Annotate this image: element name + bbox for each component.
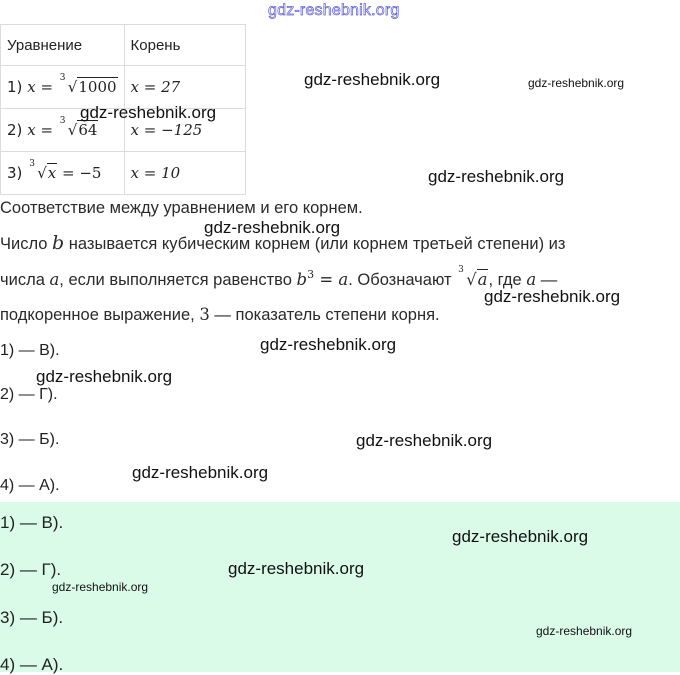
variable: x (27, 78, 36, 96)
cube-root-a: 3 √a (458, 265, 488, 289)
final-answer-item: 1) — В). (0, 513, 64, 532)
root-index: 3 (458, 265, 464, 275)
math-b: b (52, 232, 65, 254)
header-equation: Уравнение (1, 25, 125, 66)
header-watermark: gdz-reshebnik.org (268, 2, 400, 19)
equation-rhs: = −5 (62, 164, 102, 182)
equals: = (40, 78, 54, 96)
math-b-cubed: b (296, 270, 308, 289)
row-number: 1) (7, 78, 23, 96)
answer-item: 2) — Г). (0, 386, 58, 403)
definition-line-1: Число b называется кубическим корнем (или корнем третьей степени) из (0, 232, 566, 254)
definition-line-3: подкоренное выражение, 3 — показатель степени корня. (0, 305, 440, 324)
watermark: gdz-reshebnik.org (356, 431, 493, 450)
watermark: gdz-reshebnik.org (528, 76, 625, 90)
radicand: a (477, 270, 488, 289)
math-three: 3 (199, 305, 210, 324)
watermark: gdz-reshebnik.org (204, 218, 341, 237)
root-cell: x = 27 (124, 66, 245, 109)
watermark: gdz-reshebnik.org (452, 527, 589, 546)
answer-item: 4) — А). (0, 477, 60, 494)
answer-item: 3) — Б). (0, 431, 60, 448)
table-row (1, 152, 246, 195)
watermark: gdz-reshebnik.org (228, 559, 365, 578)
watermark: gdz-reshebnik.org (304, 70, 441, 89)
exponent: 3 (307, 268, 315, 281)
equation-cell (1, 152, 125, 195)
watermark: gdz-reshebnik.org (132, 463, 269, 482)
watermark: gdz-reshebnik.org (36, 367, 173, 386)
row-number: 3) (7, 164, 23, 182)
radicand: x (47, 164, 57, 182)
root-index: 3 (59, 116, 66, 126)
watermark: gdz-reshebnik.org (536, 624, 633, 638)
definition-line-2: числа a, если выполняется равенство $b^3 = a$. Обозначают 3 √a, где a — (0, 265, 558, 289)
watermark: gdz-reshebnik.org (80, 103, 217, 122)
final-answer-item: 2) — Г). (0, 560, 62, 579)
cube-root: 3 √64 (59, 116, 98, 139)
header-root: Корень (124, 25, 245, 66)
radicand: 64 (78, 121, 98, 139)
watermark: gdz-reshebnik.org (260, 335, 397, 354)
cube-root: 3 √x (29, 159, 57, 182)
final-answer-item: 3) — Б). (0, 608, 64, 627)
root-cell: x = −125 (124, 109, 245, 152)
root-index: 3 (59, 73, 66, 83)
variable: x (27, 121, 36, 139)
root-index: 3 (29, 159, 35, 169)
math-equals-a: = a (314, 270, 349, 289)
table-header-row (1, 25, 246, 66)
watermark: gdz-reshebnik.org (428, 167, 565, 186)
row-number: 2) (7, 121, 23, 139)
answer-item: 1) — В). (0, 342, 60, 359)
math-a: a (526, 270, 537, 289)
watermark: gdz-reshebnik.org (484, 287, 621, 306)
table-caption: Соответствие между уравнением и его корнем. (0, 199, 363, 217)
final-answer-item: 4) — А). (0, 655, 64, 674)
equals: = (40, 121, 54, 139)
cube-root: 3 √1000 (59, 73, 117, 96)
math-a: a (49, 270, 60, 289)
watermark: gdz-reshebnik.org (52, 580, 149, 594)
radicand: 1000 (78, 78, 117, 96)
root-cell: x = 10 (124, 152, 245, 195)
